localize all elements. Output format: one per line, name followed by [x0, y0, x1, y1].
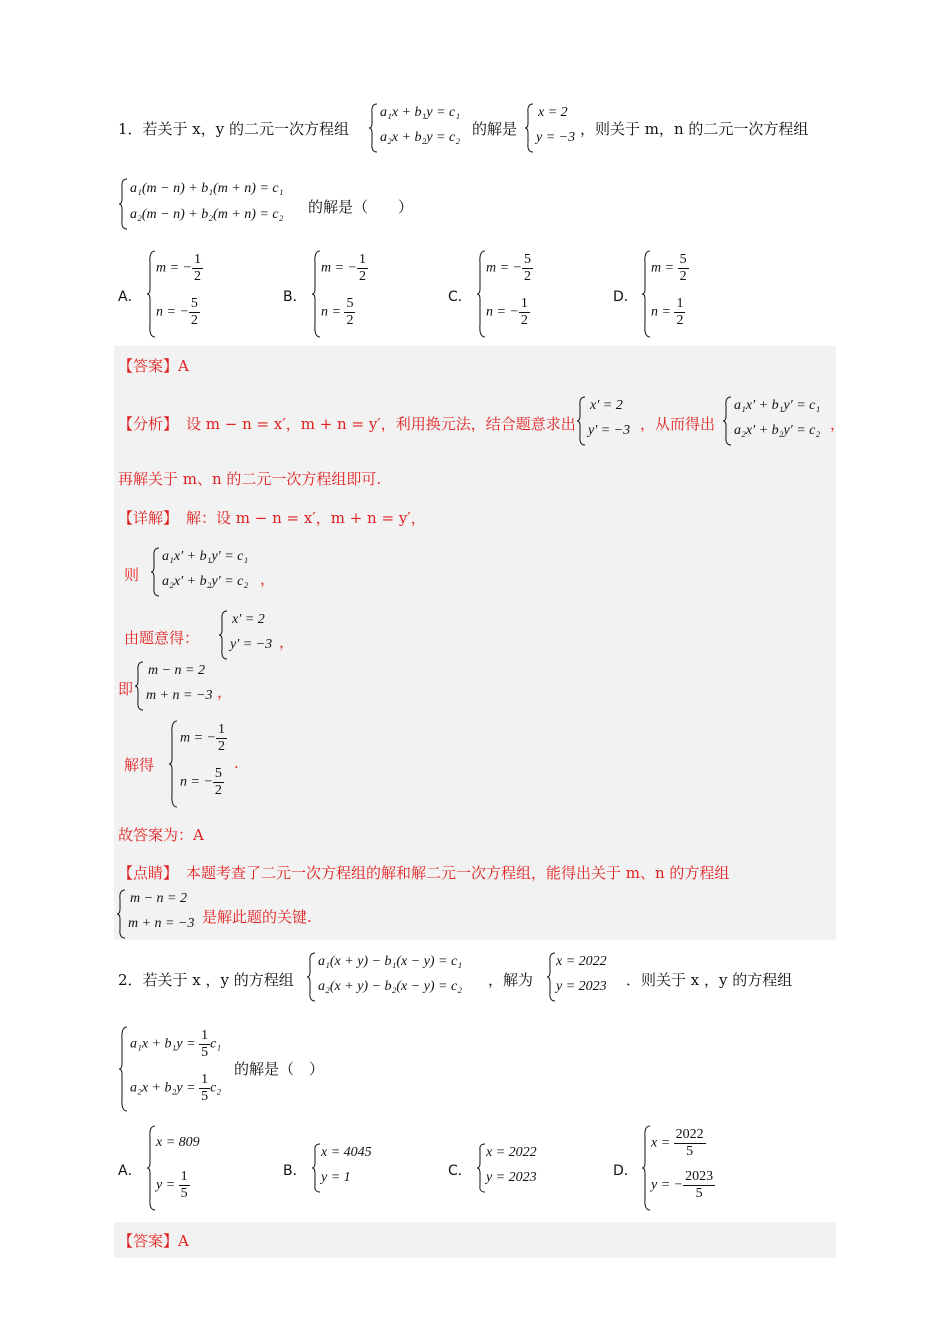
brace-icon [218, 610, 228, 660]
q1-ie-system [134, 661, 224, 711]
q2-system-2 [118, 1026, 238, 1112]
numerator: 1 [520, 296, 528, 311]
fraction [216, 722, 227, 755]
brace-icon [306, 952, 316, 1002]
q1-analysis-b: ，从而得出 [640, 415, 716, 433]
brace-icon [524, 103, 534, 153]
q2-sol1-row2: y = 2023 [556, 979, 607, 994]
q2-stem-a: 2．若关于 x ，y 的方程组 [118, 971, 294, 989]
fraction [344, 296, 355, 329]
q2-solution-1 [546, 952, 626, 1002]
q1-comment-system [116, 889, 206, 939]
q1-comment-b: 是解此题的关键. [202, 908, 312, 926]
q1-comment-sys-row2: m + n = −3 [128, 916, 195, 931]
numerator: 1 [201, 1028, 209, 1043]
brace-icon [146, 1125, 156, 1211]
q1-analysis-system [722, 396, 832, 446]
q1-by-topic: 由题意得： [124, 629, 200, 647]
q1-so: 故答案为：A [118, 826, 204, 844]
q2-sys2-row2 [130, 1072, 221, 1105]
q1-option-2-system[interactable] [476, 250, 556, 338]
q1-comment-label: 【点睛】 [118, 864, 179, 882]
denominator: 2 [359, 269, 367, 284]
q1-analysis-c: ， [830, 415, 846, 433]
numerator: 2022 [675, 1127, 704, 1142]
q1-ie: 即 [118, 680, 134, 698]
q2-option-3-label[interactable]: D． [613, 1163, 638, 1179]
q2-option-0-system[interactable] [146, 1125, 236, 1211]
q1-option-3-label[interactable]: D． [613, 289, 638, 305]
q1-solution-1 [524, 103, 584, 153]
q1-detail-label: 【详解】 [118, 509, 179, 527]
q1-analysis-a: 设 m − n = x′，m + n = y′，利用换元法，结合题意求出 [186, 415, 576, 433]
q1-analysis-d: 再解关于 m、n 的二元一次方程组即可. [118, 470, 382, 488]
q2-option-2-system[interactable] [476, 1143, 566, 1193]
q1-solve-system [168, 720, 238, 808]
q1-option-3-m [651, 252, 689, 285]
numerator: 5 [679, 252, 687, 267]
q1-system-2 [118, 178, 308, 230]
numerator: 1 [194, 252, 202, 267]
q1-option-0-n [156, 296, 200, 329]
q1-option-1-m [321, 252, 368, 285]
q1-then-system [150, 547, 260, 597]
brace-icon [722, 396, 732, 446]
q1-option-n-lhs: n = [651, 304, 675, 320]
brace-icon [168, 720, 178, 808]
q2-option-r1-lhs: x = 4045 [321, 1145, 372, 1160]
q1-option-m-lhs: m = [651, 260, 678, 276]
q1-solve-row2 [180, 766, 224, 799]
q2-option-0-row2 [156, 1169, 190, 1202]
q1-ie-sys-row1: m − n = 2 [148, 663, 206, 678]
q2-sol1-row1: x = 2022 [556, 954, 607, 969]
brace-icon [118, 1026, 128, 1112]
denominator: 5 [695, 1186, 703, 1201]
denominator: 2 [194, 269, 202, 284]
q1-detail-a: 解：设 m − n = x′，m + n = y′， [186, 509, 426, 527]
q1-sys2-row1: a₁(m − n) + b₁(m + n) = c₁ [130, 181, 284, 196]
q2-option-1-label[interactable]: B． [283, 1163, 307, 1179]
fraction [213, 766, 224, 799]
q1-option-m-lhs: m = − [321, 260, 358, 276]
q1-option-2-m [486, 252, 533, 285]
fraction [192, 252, 203, 285]
q1-answer: 【答案】A [118, 357, 189, 375]
q2-option-1-row1 [321, 1145, 372, 1161]
numerator: 2023 [685, 1169, 714, 1184]
q1-option-1-n [321, 296, 355, 329]
denominator: 2 [676, 313, 684, 328]
fraction [522, 252, 533, 285]
denominator: 5 [201, 1045, 209, 1060]
q1-stem-b: 的解是 [472, 120, 518, 138]
q2-option-0-row1 [156, 1135, 200, 1151]
brace-icon [476, 1143, 486, 1193]
fraction [674, 296, 685, 329]
q1-option-2-n [486, 296, 530, 329]
fraction [199, 1028, 210, 1061]
q1-option-1-system[interactable] [311, 250, 391, 338]
q1-stem-d: 的解是（ ） [308, 198, 414, 216]
q2-option-1-row2 [321, 1170, 351, 1186]
q2-sys1-row2: a₂(x + y) − b₂(x − y) = c₂ [318, 979, 463, 994]
q1-option-3-system[interactable] [641, 250, 721, 338]
denominator: 5 [686, 1144, 694, 1159]
q1-analysis-sys-row1: a₁x′ + b₁y′ = c₁ [734, 398, 821, 413]
fraction [199, 1072, 210, 1105]
q1-then-sys-row1: a₁x′ + b₁y′ = c₁ [162, 549, 249, 564]
denominator: 2 [218, 739, 226, 754]
q2-option-r2-lhs: y = 1 [321, 1170, 351, 1185]
q1-option-m-lhs: m = − [156, 260, 193, 276]
q1-analysis-label: 【分析】 [118, 415, 179, 433]
q1-by-sys-row1: x′ = 2 [232, 612, 265, 627]
brace-icon [368, 103, 378, 153]
q2-option-r2-lhs: y = 2023 [486, 1170, 537, 1185]
q1-sol1-row2: y = −3 [536, 130, 576, 145]
q2-stem-d: 的解是（ ） [234, 1060, 325, 1078]
q1-option-2-label[interactable]: C． [448, 289, 472, 305]
denominator: 2 [524, 269, 532, 284]
q1-analysis-sol-row1: x′ = 2 [590, 398, 623, 413]
numerator: 1 [180, 1169, 188, 1184]
q1-option-0-m [156, 252, 203, 285]
denominator: 2 [190, 313, 198, 328]
q1-ie-sys-row2: m + n = −3 [146, 688, 213, 703]
q1-option-n-lhs: n = [321, 304, 345, 320]
denominator: 5 [180, 1186, 188, 1201]
q1-by-sys-row2: y′ = −3 [230, 637, 273, 652]
q2-option-2-row1 [486, 1145, 537, 1161]
q1-sys1-row2: a₂x + b₂y = c₂ [380, 130, 461, 145]
brace-icon [116, 889, 126, 939]
q2-option-0-label[interactable]: A． [118, 1163, 142, 1179]
numerator: 5 [346, 296, 354, 311]
q1-solve-period: . [234, 754, 239, 772]
q1-ie-comma: ， [217, 683, 233, 701]
q1-stem-c: ，则关于 m，n 的二元一次方程组 [580, 120, 809, 138]
q1-analysis-sol-row2: y′ = −3 [588, 423, 631, 438]
q1-option-0-label[interactable]: A． [118, 289, 142, 305]
q2-option-3-row2 [651, 1169, 715, 1202]
q1-then-comma: ， [260, 570, 276, 588]
q1-system-1 [368, 103, 468, 153]
q1-option-m-lhs: m = − [486, 260, 523, 276]
numerator: 5 [524, 252, 532, 267]
q2-sys2-rhs1: c₁ [210, 1036, 222, 1052]
brace-icon [641, 250, 651, 338]
q1-comment-sys-row1: m − n = 2 [130, 891, 188, 906]
q1-analysis-sys-row2: a₂x′ + b₂y′ = c₂ [734, 423, 821, 438]
q2-option-3-row1 [651, 1127, 706, 1160]
fraction [357, 252, 368, 285]
q2-sys2-rhs2: c₂ [210, 1080, 222, 1096]
q1-sol1-row1: x = 2 [538, 105, 568, 120]
fraction [683, 1169, 715, 1202]
q1-by-comma: ， [279, 633, 295, 651]
q1-solve-m: m = − [180, 730, 217, 746]
q1-comment-a: 本题考查了二元一次方程组的解和解二元一次方程组，能得出关于 m、n 的方程组 [186, 864, 730, 882]
q2-option-r1-lhs: x = [651, 1135, 674, 1151]
numerator: 5 [190, 296, 198, 311]
q2-option-r1-lhs: x = 809 [156, 1135, 200, 1150]
q2-sys2-row1 [130, 1028, 221, 1061]
brace-icon [150, 547, 160, 597]
q1-stem-a: 1．若关于 x，y 的二元一次方程组 [118, 120, 350, 138]
q2-option-r1-lhs: x = 2022 [486, 1145, 537, 1160]
brace-icon [134, 661, 144, 711]
q1-option-n-lhs: n = − [156, 304, 189, 320]
q1-sys1-row1: a₁x + b₁y = c₁ [380, 105, 461, 120]
q1-sys2-row2: a₂(m − n) + b₂(m + n) = c₂ [130, 207, 284, 222]
q2-sys1-row1: a₁(x + y) − b₁(x − y) = c₁ [318, 954, 463, 969]
fraction [189, 296, 200, 329]
fraction [674, 1127, 706, 1160]
q1-solve-n: n = − [180, 774, 213, 790]
q1-option-1-label[interactable]: B． [283, 289, 307, 305]
brace-icon [476, 250, 486, 338]
brace-icon [641, 1125, 651, 1211]
q2-option-r2-lhs: y = [156, 1177, 179, 1193]
q2-option-r2-lhs: y = − [651, 1177, 684, 1193]
q2-answer: 【答案】A [118, 1232, 189, 1250]
q1-option-0-system[interactable] [146, 250, 226, 338]
numerator: 5 [214, 766, 222, 781]
q2-option-2-label[interactable]: C． [448, 1163, 472, 1179]
q1-analysis-solution [576, 396, 646, 446]
fraction [678, 252, 689, 285]
denominator: 2 [679, 269, 687, 284]
q2-option-3-system[interactable] [641, 1125, 731, 1211]
brace-icon [546, 952, 556, 1002]
brace-icon [311, 1143, 321, 1193]
brace-icon [118, 178, 128, 230]
q2-option-2-row2 [486, 1170, 537, 1186]
denominator: 5 [201, 1089, 209, 1104]
q2-sys2-lhs2: a₂x + b₂y = [130, 1080, 200, 1096]
q1-then: 则 [124, 566, 140, 584]
q2-stem-c: ．则关于 x ，y 的方程组 [626, 971, 793, 989]
q1-solve-row1 [180, 722, 227, 755]
q1-solve: 解得 [124, 756, 155, 774]
brace-icon [576, 396, 586, 446]
q1-by-system [218, 610, 288, 660]
brace-icon [146, 250, 156, 338]
numerator: 1 [676, 296, 684, 311]
numerator: 1 [359, 252, 367, 267]
q2-stem-b: ，解为 [488, 971, 534, 989]
numerator: 1 [201, 1072, 209, 1087]
numerator: 1 [218, 722, 226, 737]
q1-then-sys-row2: a₂x′ + b₂y′ = c₂ [162, 574, 249, 589]
q2-solution-panel [114, 1222, 836, 1258]
denominator: 2 [346, 313, 354, 328]
denominator: 2 [520, 313, 528, 328]
q1-option-n-lhs: n = − [486, 304, 519, 320]
q2-system-1 [306, 952, 496, 1002]
fraction [179, 1169, 190, 1202]
fraction [519, 296, 530, 329]
q2-sys2-lhs1: a₁x + b₁y = [130, 1036, 200, 1052]
denominator: 2 [214, 783, 222, 798]
q2-option-1-system[interactable] [311, 1143, 401, 1193]
q1-option-3-n [651, 296, 685, 329]
brace-icon [311, 250, 321, 338]
